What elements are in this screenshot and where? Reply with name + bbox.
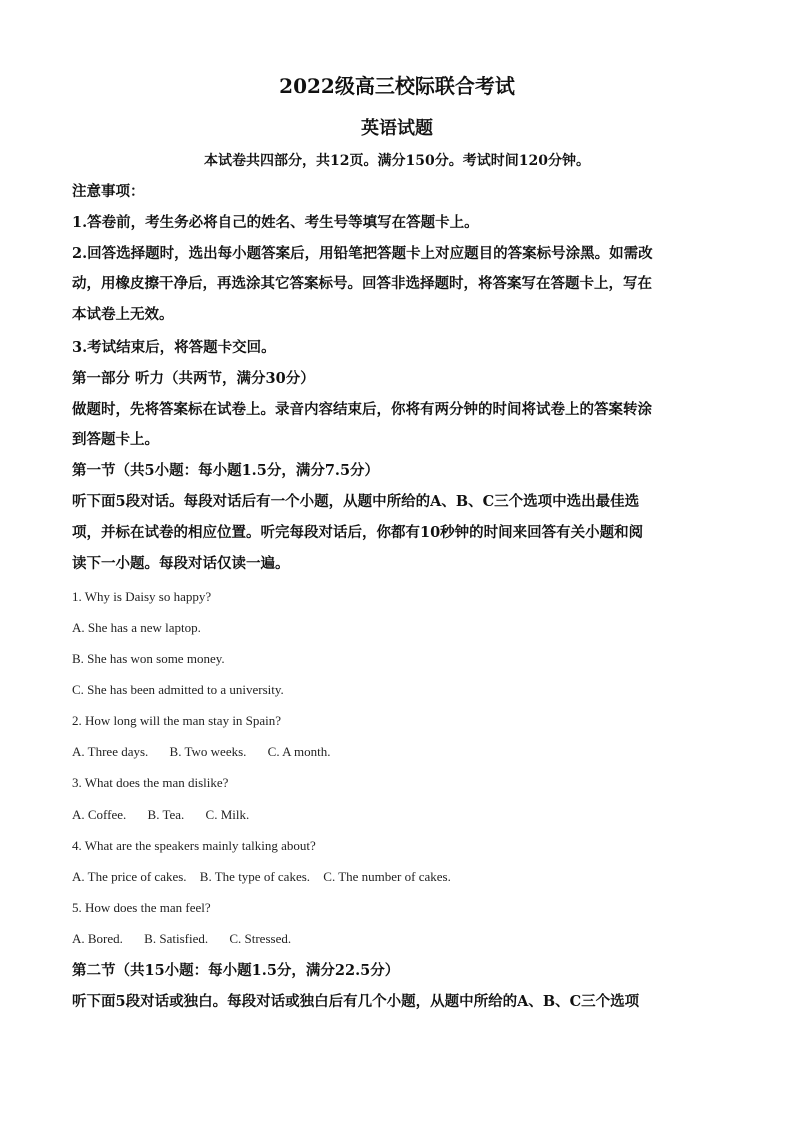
question-3-option-b: B. Tea. <box>147 807 185 822</box>
section1-intro-line-3: 读下一小题。每段对话仅读一遍。 <box>72 555 290 572</box>
note-1: 1.答卷前，考生务必将自己的姓名、考生号等填写在答题卡上。 <box>72 214 479 231</box>
question-3-options <box>72 806 722 824</box>
note-2-line-3: 本试卷上无效。 <box>72 306 174 323</box>
question-2: 2. How long will the man stay in Spain? <box>72 713 282 728</box>
question-4-option-b: B. The type of cakes. <box>199 869 311 884</box>
question-2-option-b: B. Two weeks. <box>169 744 247 759</box>
question-1-option-b: B. She has won some money. <box>72 651 225 666</box>
question-2-options <box>72 743 722 761</box>
part1-intro-line-1: 做题时，先将答案标在试卷上。录音内容结束后，你将有两分钟的时间将试卷上的答案转涂 <box>72 401 652 418</box>
question-1-option-a: A. She has a new laptop. <box>72 620 201 635</box>
exam-info: 本试卷共四部分，共12页。满分150分。考试时间120分钟。 <box>204 153 590 169</box>
question-4-option-a: A. The price of cakes. <box>72 869 187 884</box>
note-2-line-2: 动，用橡皮擦干净后，再选涂其它答案标号。回答非选择题时，将答案写在答题卡上，写在 <box>72 275 652 292</box>
question-5: 5. How does the man feel? <box>72 900 211 915</box>
question-3-option-c: C. Milk. <box>205 807 250 822</box>
question-5-option-c: C. Stressed. <box>229 931 292 946</box>
question-5-options <box>72 930 722 948</box>
question-4-options <box>72 868 722 886</box>
part1-intro-line-2: 到答题卡上。 <box>72 431 159 448</box>
section2-intro-line-1: 听下面5段对话或独白。每段对话或独白后有几个小题，从题中所给的A、B、C三个选项 <box>72 993 640 1010</box>
question-3: 3. What does the man dislike? <box>72 775 229 790</box>
section1-intro-line-1: 听下面5段对话。每段对话后有一个小题，从题中所给的A、B、C三个选项中选出最佳选 <box>72 493 640 510</box>
question-5-option-b: B. Satisfied. <box>144 931 209 946</box>
note-2-line-1: 2.回答选择题时，选出每小题答案后，用铅笔把答题卡上对应题目的答案标号涂黑。如需改 <box>72 245 653 262</box>
section1-heading: 第一节（共5小题：每小题1.5分，满分7.5分） <box>72 462 380 479</box>
question-2-option-a: A. Three days. <box>72 744 149 759</box>
exam-title: 2022级高三校际联合考试 <box>279 74 515 98</box>
question-4: 4. What are the speakers mainly talking about? <box>72 838 316 853</box>
question-2-option-c: C. A month. <box>267 744 331 759</box>
section1-intro-line-2: 项，并标在试卷的相应位置。听完每段对话后，你都有10秒钟的时间来回答有关小题和阅 <box>72 524 644 541</box>
question-5-option-a: A. Bored. <box>72 931 123 946</box>
part1-heading: 第一部分 听力（共两节，满分30分） <box>72 370 315 387</box>
section2-heading: 第二节（共15小题：每小题1.5分，满分22.5分） <box>72 962 400 979</box>
notes-heading: 注意事项： <box>72 183 145 200</box>
question-3-option-a: A. Coffee. <box>72 807 127 822</box>
note-3: 3.考试结束后，将答题卡交回。 <box>72 339 276 356</box>
subject-title: 英语试题 <box>361 118 433 139</box>
question-4-option-c: C. The number of cakes. <box>323 869 451 884</box>
question-1-option-c: C. She has been admitted to a university. <box>72 682 284 697</box>
question-1: 1. Why is Daisy so happy? <box>72 589 212 604</box>
